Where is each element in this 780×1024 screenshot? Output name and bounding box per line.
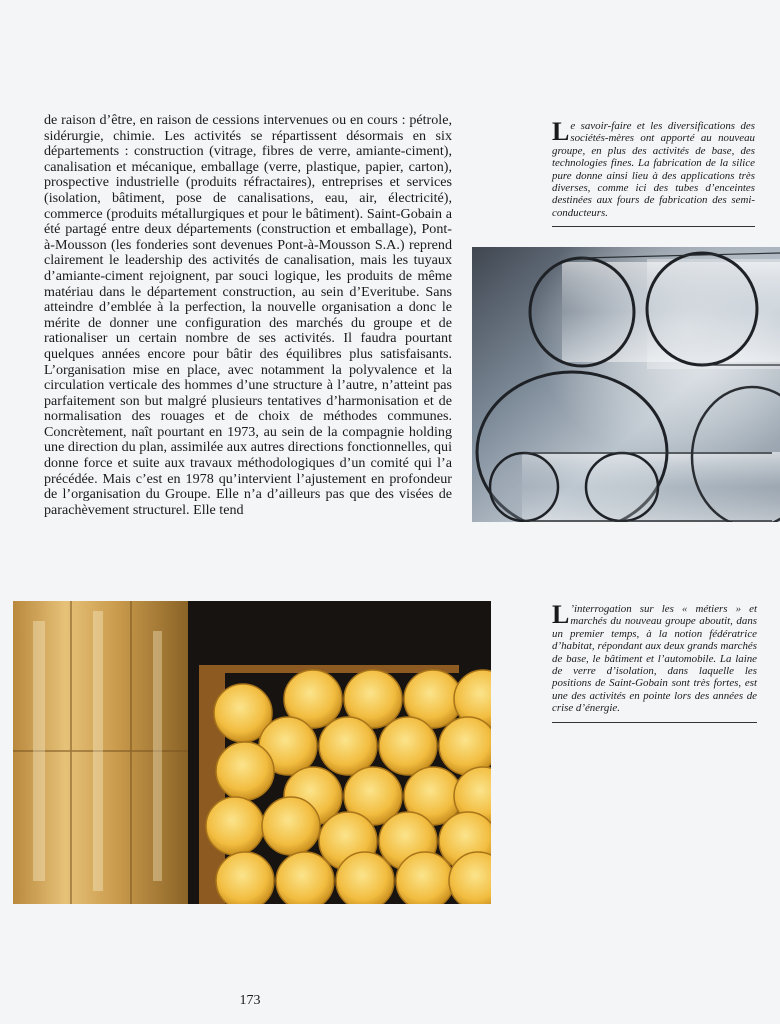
silica-tubes-illustration xyxy=(472,247,780,522)
body-text: de raison d’être, en raison de cessions intervenues ou en cours : pétrole, sidérurgie, chimie. Les activités se répartissent désormais en six départements : construction (vitrage, fibres de verre, amiante-ciment), canalisation et mécanique, emballage (verre, plastique, papier, carton), prospective industrielle (produits réfractaires), entreprises et services (isolation, bâtiment, pose de canalisations, eau, air, électricité), commerce (produits métallurgiques et pour le bâtiment). Saint-Gobain a été partagé entre deux départements (construction et emballage), Pont-à-Mousson (les fonderies sont devenues Pont-à-Mousson S.A.) reprend clairement le leadership des activités de canalisation, mais les tuyaux d’amiante-ciment rejoignent, par souci logique, les produits de même matériau dans le département construction, au sein d’Everitube. Sans atteindre d’emblée à la perfection, la nouvelle organisation a donc le mérite de donner une configuration des marchés du groupe et de rationaliser un certain nombre de ses activités. Il faudra pourtant quelques années encore pour bâtir des équilibres plus satisfaisants. L’organisation mise en place, avec notamment la polyvalence et la circulation verticale des hommes d’une structure à l’autre, n’atteint pas parfaitement son but malgré plusieurs tentatives d’harmonisation et de normalisation des rouages et de choix de méthodes communes. Concrètement, naît pourtant en 1973, au sein de la compagnie holding une direction du plan, assimilée aux autres directions fonctionnelles, qui donne force et suite aux travaux méthodologiques d’un comité qui l’a précédée. Mais c’est en 1978 qu’intervient l’ajustement en profondeur de l’organisation du Groupe. Elle n’a d’ailleurs pas que des visées de parachèvement structurel. Elle tend xyxy=(44,112,452,518)
caption-tubes xyxy=(552,117,755,227)
insulation-roll-face xyxy=(216,852,274,904)
caption-tubes-rule xyxy=(552,226,755,227)
insulation-roll-face xyxy=(336,852,394,904)
insulation-roll-face xyxy=(379,717,437,775)
page-number: 173 xyxy=(239,993,261,1008)
caption-tubes-text: e savoir-faire et les diversifications des sociétés-mères ont apporté au nouveau groupe, en plus des activités de base, des technologies fines. La fabrication de la silice pure donne ainsi lieu à des applications très diverses, comme ici des tubes d’enceintes destinées aux fours de fabrication des semi-conducteurs. xyxy=(552,120,755,219)
insulation-roll-face xyxy=(319,717,377,775)
insulation-roll-face xyxy=(262,797,320,855)
silica-tubes-photo xyxy=(472,247,780,522)
glass-wool-rolls-illustration xyxy=(13,601,491,904)
insulation-roll-face xyxy=(206,797,264,855)
insulation-roll-face xyxy=(216,742,274,800)
caption-insulation-rule xyxy=(552,722,757,723)
caption-tubes-initial: L xyxy=(552,117,570,146)
caption-insulation xyxy=(552,600,757,723)
glass-wool-rolls-photo xyxy=(13,601,491,904)
insulation-roll-face xyxy=(396,852,454,904)
insulation-roll-face xyxy=(276,852,334,904)
caption-insulation-initial: L xyxy=(552,600,570,629)
caption-insulation-text: ’interrogation sur les « métiers » et marchés du nouveau groupe aboutit, dans un premier temps, à la notion fédératrice d’habitat, répondant aux deux grands marchés de base, le bâtiment et l’automobile. La laine de verre d’isolation, dans laquelle les positions de Saint-Gobain sont très fortes, est une des activités en pointe lors des années de crise d’énergie. xyxy=(552,603,757,715)
